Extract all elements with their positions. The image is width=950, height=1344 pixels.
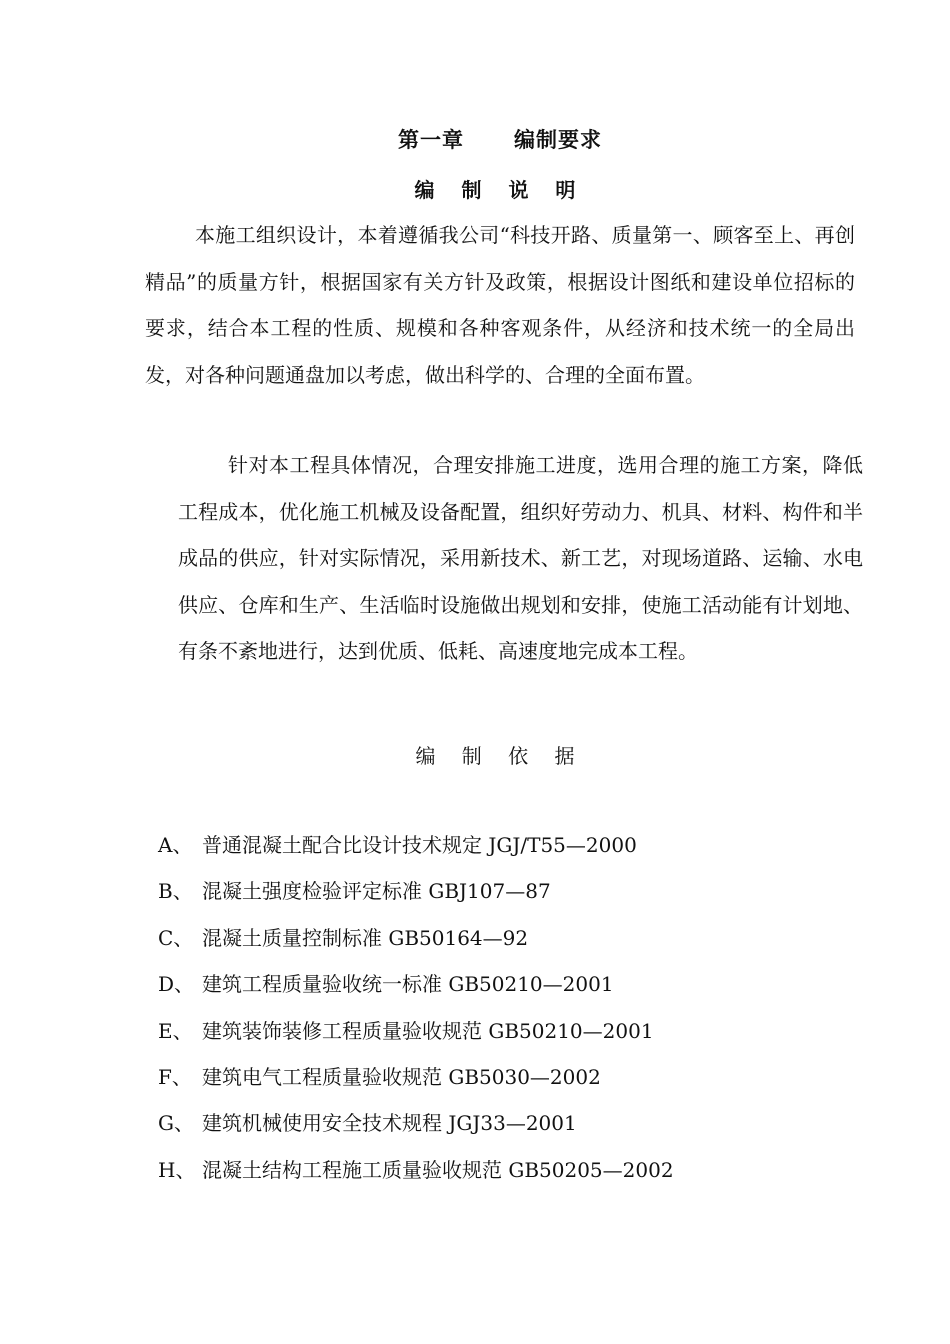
reference-list [158, 822, 858, 1193]
list-item-text: 建筑装饰装修工程质量验收规范 GB50210—2001 [202, 1018, 654, 1043]
list-item [158, 1100, 858, 1146]
list-item [158, 915, 858, 961]
list-item-text: 混凝土质量控制标准 GB50164—92 [202, 925, 529, 950]
list-marker: D、 [158, 972, 195, 997]
list-item [158, 1147, 858, 1193]
list-item [158, 1054, 858, 1100]
list-item-text: 混凝土强度检验评定标准 GBJ107—87 [202, 879, 551, 904]
section-heading-basis: 编 制 依 据 [415, 744, 585, 768]
chapter-title: 编制要求 [514, 127, 602, 152]
list-item-text: 建筑电气工程质量验收规范 GB5030—2002 [202, 1064, 601, 1089]
list-item [158, 961, 858, 1007]
list-item [158, 1008, 858, 1054]
notes-paragraph-1: 本施工组织设计，本着遵循我公司“科技开路、质量第一、顾客至上、再创精品”的质量方针，根据国家有关方针及政策，根据设计图纸和建设单位招标的要求，结合本工程的性质、规模和各种客观条件，从经济和技术统一的全局出发，对各种问题通盘加以考虑，做出科学的、合理的全面布置。 [145, 223, 855, 387]
list-item [158, 868, 858, 914]
list-marker: E、 [158, 1018, 193, 1043]
list-marker: G、 [158, 1111, 194, 1136]
list-marker: A、 [158, 833, 193, 857]
list-marker: B、 [158, 879, 193, 904]
chapter-number: 第一章 [398, 127, 464, 152]
list-marker: C、 [158, 925, 194, 950]
list-item-text: 建筑工程质量验收统一标准 GB50210—2001 [202, 972, 614, 997]
chapter-heading [0, 124, 950, 154]
list-item-text: 建筑机械使用安全技术规程 JGJ33—2001 [202, 1111, 577, 1136]
list-marker: F、 [158, 1064, 192, 1089]
list-item [158, 822, 858, 868]
section-heading-notes: 编 制 说 明 [414, 178, 586, 202]
notes-paragraph-2: 针对本工程具体情况，合理安排施工进度，选用合理的施工方案，降低工程成本，优化施工机械及设备配置，组织好劳动力、机具、材料、构件和半成品的供应，针对实际情况，采用新技术、新工艺，对现场道路、运输、水电供应、仓库和生产、生活临时设施做出规划和安排，使施工活动能有计划地、有条不紊地进行，达到优质、低耗、高速度地完成本工程。 [178, 453, 863, 663]
list-item-text: 混凝土结构工程施工质量验收规范 GB50205—2002 [202, 1157, 674, 1182]
list-marker: H、 [158, 1157, 196, 1182]
list-item-text: 普通混凝土配合比设计技术规定 JGJ/T55—2000 [202, 833, 637, 857]
